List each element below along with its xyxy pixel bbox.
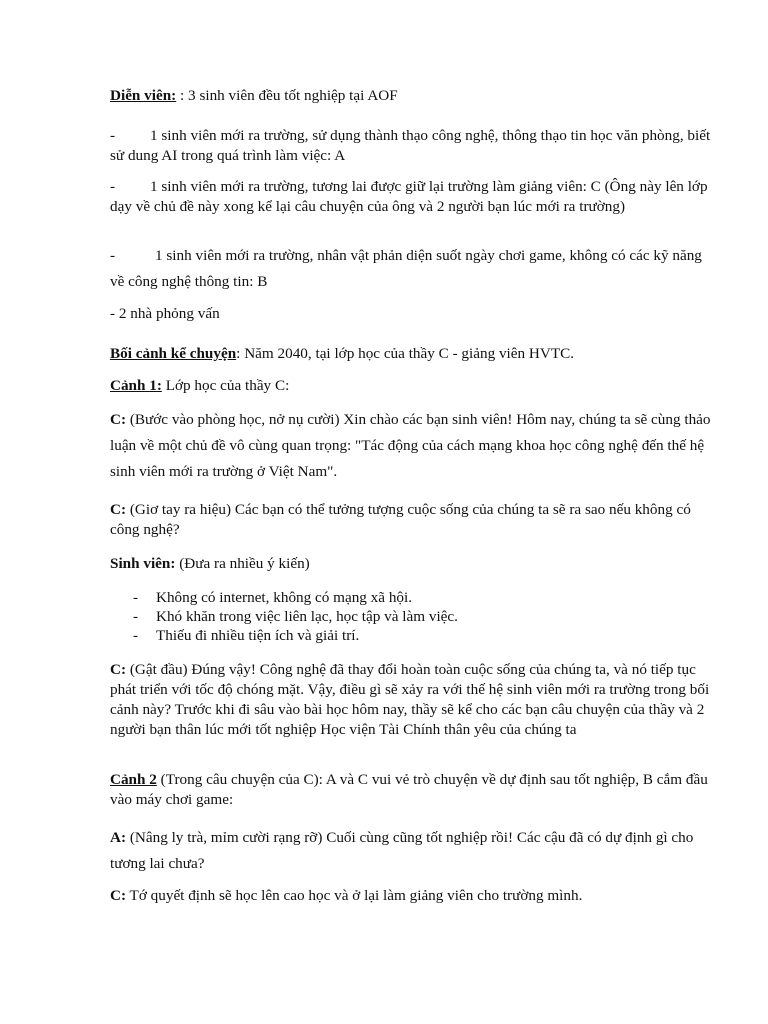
cast-member-a [110,126,714,166]
scene1-c-line-1 [110,407,714,485]
cast-member-a-dash: - [110,127,116,144]
scene1-c3-speaker: C: [110,661,127,678]
list-item [133,588,693,607]
scene2-c-line [110,886,714,906]
cast-member-c [110,177,714,217]
scene2-heading [110,770,714,810]
scene2-label: Cảnh 2 [110,771,157,788]
scene1-students-line [110,554,714,574]
scene2-c-speaker: C: [110,887,127,904]
scene1-c-line-2 [110,500,714,540]
scene1-c3-text: (Gật đầu) Đúng vậy! Công nghệ đã thay đổi hoàn toàn cuộc sống của chúng ta, và nó tiếp tục phát triển với tốc độ chóng mặt. Vậy, điều gì sẽ xảy ra với thế hệ sinh viên mới ra trường trong bối cảnh này? Trước khi đi sâu vào bài học hôm nay, thầy sẽ kể cho các bạn câu chuyện của thầy và 2 người bạn thân lúc mới tốt nghiệp Học viện Tài Chính thân yêu của chúng ta [110,661,710,738]
cast-label: Diễn viên: [110,87,177,104]
scene1-c2-speaker: C: [110,501,127,518]
cast-member-b [110,243,714,295]
bullet-marker: - [133,627,139,644]
scene1-c2-text: (Giơ tay ra hiệu) Các bạn có thể tưởng tượng cuộc sống của chúng ta sẽ ra sao nếu không có công nghệ? [110,501,691,538]
cast-member-a-text: 1 sinh viên mới ra trường, sử dụng thành thạo công nghệ, thông thạo tin học văn phòng, biết sử dung AI trong quá trình làm việc: A [110,127,711,164]
scene2-a-speaker: A: [110,829,127,846]
bullet-text: Thiếu đi nhiều tiện ích và giải trí. [156,627,360,644]
bullet-marker: - [133,589,139,606]
scene2-a-line [110,825,714,877]
scene1-text: Lớp học của thầy C: [161,377,290,394]
bullet-marker: - [133,608,139,625]
cast-member-b-dash: - [110,247,116,264]
interviewers-line: - 2 nhà phỏng vấn [110,305,220,322]
context-label: Bối cảnh kể chuyện [110,345,237,362]
scene1-c1-speaker: C: [110,411,127,428]
cast-member-c-dash: - [110,178,116,195]
bullet-text: Khó khăn trong việc liên lạc, học tập và làm việc. [156,608,458,625]
scene1-label: Cảnh 1: [110,377,162,394]
scene1-heading [110,376,714,396]
list-item [133,607,693,626]
bullet-text: Không có internet, không có mạng xã hội. [156,589,413,606]
list-item [133,626,693,645]
context-text: : Năm 2040, tại lớp học của thầy C - giảng viên HVTC. [236,345,575,362]
scene2-text: (Trong câu chuyện của C): A và C vui vẻ trò chuyện về dự định sau tốt nghiệp, B cắm đầu vào máy chơi game: [110,771,708,808]
scene1-c1-text: (Bước vào phòng học, nở nụ cười) Xin chào các bạn sinh viên! Hôm nay, chúng ta sẽ cùng thảo luận về một chủ đề vô cùng quan trọng: "Tác động của cách mạng khoa học công nghệ đến thế hệ sinh viên mới ra trường ở Việt Nam". [110,411,711,480]
scene1-c-line-3 [110,660,714,740]
context-heading [110,344,714,364]
scene2-c-text: Tớ quyết định sẽ học lên cao học và ở lại làm giảng viên cho trường mình. [126,887,583,904]
cast-text: : 3 sinh viên đều tốt nghiệp tại AOF [176,87,398,104]
cast-member-b-text: 1 sinh viên mới ra trường, nhân vật phản diện suốt ngày chơi game, không có các kỹ năng về công nghệ thông tin: B [110,247,702,290]
scene2-a-text: (Nâng ly trà, mỉm cười rạng rỡ) Cuối cùng cũng tốt nghiệp rồi! Các cậu đã có dự định gì cho tương lai chưa? [110,829,694,872]
cast-heading [110,86,714,106]
scene1-students-text: (Đưa ra nhiều ý kiến) [175,555,310,572]
scene1-students-speaker: Sinh viên: [110,555,176,572]
cast-member-c-text: 1 sinh viên mới ra trường, tương lai được giữ lại trường làm giảng viên: C (Ông này lên lớp dạy về chủ đề này xong kể lại câu chuyện của ông và 2 người bạn lúc mới ra trường) [110,178,708,215]
